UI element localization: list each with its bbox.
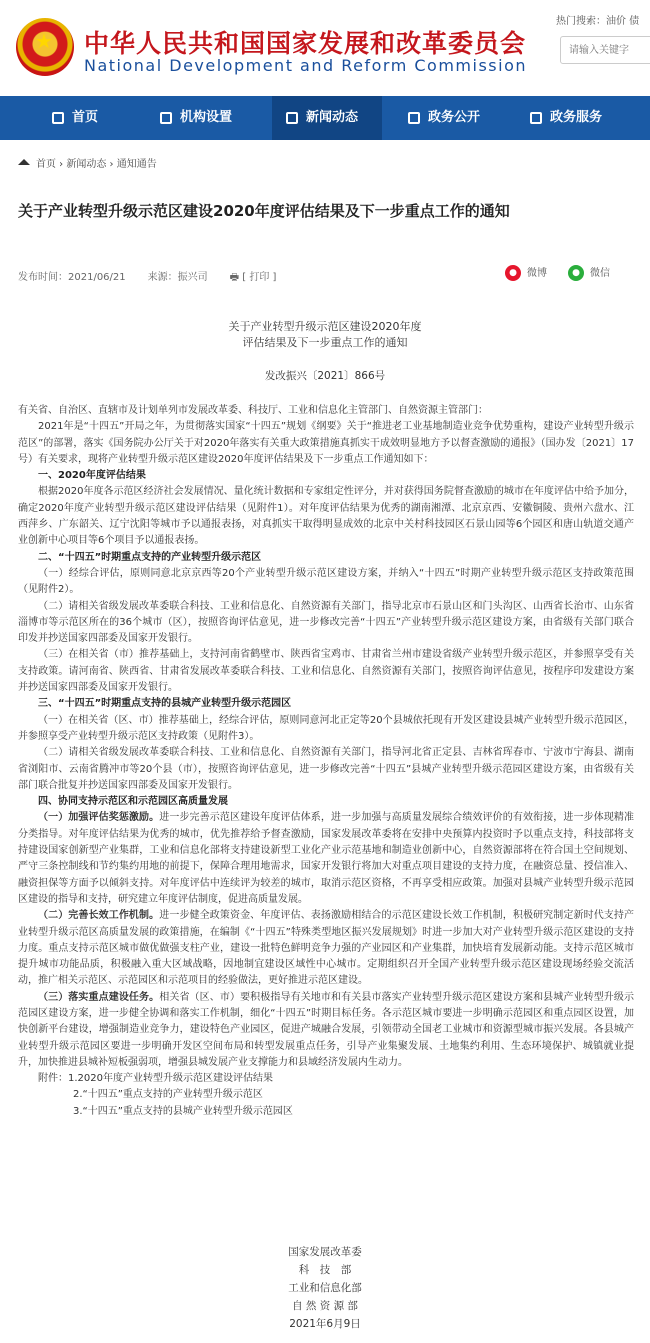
nav-gov-services[interactable]: 政务服务: [530, 96, 602, 140]
section-heading: 四、协同支持示范区和示范园区高质量发展: [38, 796, 228, 808]
attachment-2[interactable]: 2.“十四五”重点支持的产业转型升级示范区: [73, 1089, 263, 1101]
article-meta: [18, 268, 320, 287]
nav-gov-affairs[interactable]: 政务公开: [408, 96, 480, 140]
paragraph: （一）在相关省（区、市）推荐基础上，经综合评估，原则同意河北正定等20个县城依托现有开发区建设县城产业转型升级示范园区，并参照享受产业转型升级示范区支持政策（见附件3）。: [18, 714, 634, 742]
paragraph: 根据2020年度各示范区经济社会发展情况、量化统计数据和专家组定性评分，并对获得国务院督查激励的城市在年度评估中给予加分，确定2020年度产业转型升级示范区建设评估结果（见附件1）。对年度评估结果为优秀的湖南湘潭、北京京西、安徽铜陵、贵州六盘水、江西萍乡、广东韶关、辽宁沈阳等城市予以通报表扬，对真抓实干取得明显成效的北京中关村科技园区石景山园等6个园区和唐山轨道交通产业创新中心项目等6个项目予以通报表扬。: [18, 486, 634, 547]
addressee: 有关省、自治区、直辖市及计划单列市发展改革委、科技厅、工业和信息化主管部门、自然资源主管部门：: [18, 405, 488, 416]
attachment-1: 附件：1.2020年度产业转型升级示范区建设评估结果: [38, 1073, 273, 1085]
home-icon: [52, 112, 64, 124]
national-emblem-icon[interactable]: ★: [16, 18, 74, 76]
section-heading: 三、“十四五”时期重点支持的县城产业转型升级示范园区: [38, 698, 292, 710]
weibo-icon: ●: [505, 265, 521, 281]
nav-home[interactable]: 首页: [52, 96, 98, 140]
paragraph: （一）经综合评估，原则同意北京京西等20个产业转型升级示范区建设方案，并纳入“十四五”时期产业转型升级示范区支持政策范围（见附件2）。: [18, 567, 634, 596]
signature-date: 2021年6月9日: [289, 1318, 361, 1330]
paragraph: （三）落实重点建设任务。相关省（区、市）要积极指导有关地市和有关县市落实产业转型升级示范区建设方案和县城产业转型升级示范园区建设方案，进一步健全协调和落实工作机制，细化“十四五”时期目标任务。各示范区城市要进一步明确示范园区和重点园区设置，加快创新平台建设，增强制造业竞争力，建设特色产业园区，促进产城融合发展，引领带动全国老工业城市和资源型城市振兴发展。各县城产业转型升级示范园区要进一步明确开发区空间布局和转型发展重点任务，引导产业集聚发展、土地集约利用、生态环境保护、城镇就业提升，加快推进县城补短板强弱项，增强县城发展产业支撑能力和县域经济发展内生动力。: [18, 991, 635, 1068]
paragraph: （一）加强评估奖惩激励。进一步完善示范区建设年度评估体系，进一步加强与高质量发展综合绩效评价的有效衔接，进一步体现精准分类指导。对年度评估结果为优秀的城市，优先推荐给予督查激励，国家发展改革委将在安排中央预算内投资时予以重点支持，科技部将支持建设国家创新型产业集群，工业和信息化部将支持建设新型工业化产业示范基地和制造业创新中心，自然资源部将在符合国土空间规划、严守三条控制线和节约集约用地的前提下，保障合理用地需求，国家开发银行将加大对重点项目建设的支持力度，在融资总量、授信准入、融资担保等方面予以倾斜支持。对年度评估中连续评为较差的城市，取消示范区资格，不再享受相应政策。加强对县城产业转型升级示范园区建设的指导和支持，研究建立年度评估制度，促进高质量发展。: [18, 812, 635, 905]
attachment-3[interactable]: 3.“十四五”重点支持的县城产业转型升级示范园区: [73, 1105, 293, 1117]
paragraph: （二）完善长效工作机制。进一步健全政策资金、年度评估、表扬激励相结合的示范区建设长效工作机制，积极研究制定新时代支持产业转型升级示范区高质量发展的政策措施，在编制《“十四五”特殊类型地区振兴发展规划》时进一步加大对产业转型升级示范区建设的支持力度。重点支持示范区城市做优做强支柱产业，建设一批特色鲜明竞争力强的产业园区和产业集群，加快培育发展新动能。支持示范区城市提升城市功能品质，积极融入重大区域战略，因地制宜建设区域性中心城市。定期组织召开全国产业转型升级示范区建设现场经验交流活动，推广相关示范区、示范园区和示范项目的经验做法，更好推进示范区建设。: [18, 910, 635, 987]
signatory-3: 工业和信息化部: [288, 1282, 362, 1294]
nav-news[interactable]: 新闻动态: [272, 96, 382, 140]
share-wechat[interactable]: ● 微信: [568, 264, 610, 281]
signatory-4: 自 然 资 源 部: [292, 1300, 358, 1312]
nav-organization[interactable]: 机构设置: [160, 96, 232, 140]
search-input[interactable]: [561, 37, 650, 63]
site-title-cn[interactable]: 中华人民共和国国家发展和改革委员会: [84, 29, 527, 58]
breadcrumb[interactable]: 首页 › 新闻动态 › 通知通告: [18, 155, 157, 170]
paragraph: （二）请相关省级发展改革委联合科技、工业和信息化、自然资源有关部门，指导北京市石景山区和门头沟区、山西省长治市、山东省淄博市等示范区所在的36个城市（区），按照咨询评估意见，进一步修改完善“十四五”产业转型升级示范区建设方案，由省级有关部门联合印发并抄送国家四部委及国家开发银行。: [18, 600, 634, 645]
gov-icon: [408, 112, 420, 124]
section-heading: 一、2020年度评估结果: [38, 470, 146, 482]
hot-search[interactable]: 热门搜索：油价 债: [556, 16, 640, 27]
signatory-1: 国家发展改革委: [288, 1246, 362, 1258]
paragraph: 2021年是“十四五”开局之年，为贯彻落实国家“十四五”规划《纲要》关于“推进老工业基地制造业竞争优势重构，建设产业转型升级示范区”的部署，落实《国务院办公厅关于对2020年落实有关重大政策措施真抓实干成效明显地方予以督查激励的通报》（国办发〔2021〕17号）有关要求，现将产业转型升级示范区建设2020年度评估结果及下一步重点工作通知如下：: [18, 421, 634, 465]
source: 来源：振兴司: [147, 272, 208, 283]
publish-date: 发布时间：2021/06/21: [18, 272, 126, 283]
paragraph: （三）在相关省（市）推荐基础上，支持河南省鹤壁市、陕西省宝鸡市、甘肃省兰州市建设省级产业转型升级示范区，并参照享受有关支持政策。请河南省、陕西省、甘肃省发展改革委联合科技、工业和信息化、自然资源有关部门，按照咨询评估意见，按程序印发建设方案并抄送国家四部委及国家开发银行。: [18, 649, 634, 694]
search-box[interactable]: [560, 36, 650, 64]
section-heading: 二、“十四五”时期重点支持的产业转型升级示范区: [38, 551, 262, 563]
building-icon: [160, 112, 172, 124]
home-icon: [18, 159, 30, 165]
signatory-2: 科 技 部: [298, 1264, 352, 1276]
site-title-en: National Development and Reform Commission: [84, 56, 527, 75]
print-button[interactable]: 🖶 [ 打印 ]: [229, 272, 277, 283]
doc-number: 发改振兴〔2021〕866号: [264, 370, 386, 382]
news-icon: [286, 112, 298, 124]
doc-title-line2: 评估结果及下一步重点工作的通知: [242, 336, 408, 349]
doc-title-line1: 关于产业转型升级示范区建设2020年度: [228, 320, 422, 333]
wechat-icon: ●: [568, 265, 584, 281]
share-weibo[interactable]: ● 微博: [505, 264, 547, 281]
attachment-label: 附件：: [38, 1073, 68, 1085]
doc-body: [18, 403, 634, 1120]
subsection-heading: （三）落实重点建设任务。: [38, 991, 160, 1003]
service-icon: [530, 112, 542, 124]
main-nav: [0, 96, 650, 140]
paragraph: （二）请相关省级发展改革委联合科技、工业和信息化、自然资源有关部门，指导河北省正定县、吉林省珲春市、宁波市宁海县、湖南省浏阳市、云南省腾冲市等20个县（市），按照咨询评估意见，进一步修改完善“十四五”县城产业转型升级示范园区建设方案，由省级有关部门联合批复并抄送国家四部委及国家开发银行。: [18, 747, 634, 791]
article-title: 关于产业转型升级示范区建设2020年度评估结果及下一步重点工作的通知: [18, 202, 510, 220]
subsection-heading: （二）完善长效工作机制。: [38, 910, 160, 922]
site-header: [0, 0, 650, 95]
subsection-heading: （一）加强评估奖惩激励。: [38, 812, 160, 824]
